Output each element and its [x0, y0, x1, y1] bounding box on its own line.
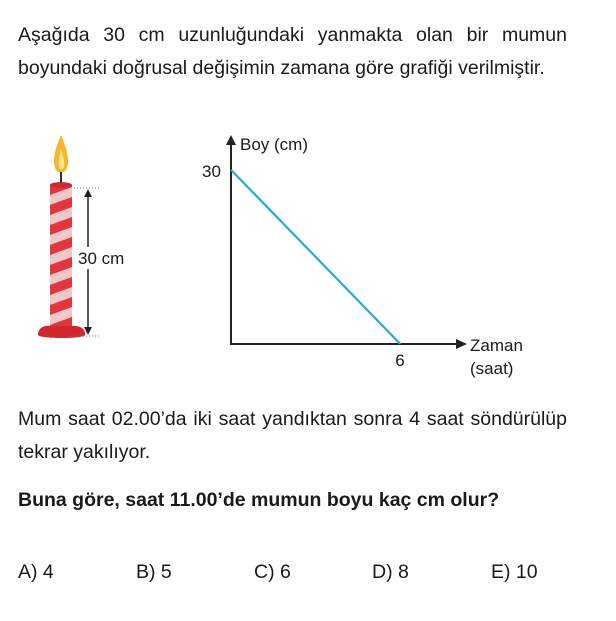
y-axis-label: Boy (cm)	[240, 135, 308, 154]
candle-length-label: 30 cm	[78, 249, 125, 268]
option-c[interactable]: C) 6	[254, 561, 291, 583]
line-chart	[202, 135, 523, 378]
info-text: Mum saat 02.00’da iki saat yandıktan sonra 4 saat söndürülüp tekrar yakılıyor.	[18, 408, 567, 463]
x-axis-unit: (saat)	[470, 359, 514, 378]
x-axis-arrow	[456, 339, 467, 349]
figure	[0, 125, 616, 395]
x-axis-label: Zaman	[470, 336, 523, 355]
intro-text: Aşağıda 30 cm uzunluğundaki yanmakta olan bir mumun boyundaki doğrusal değişimin zamana göre grafiği verilmiştir.	[18, 24, 567, 79]
option-d[interactable]: D) 8	[372, 561, 409, 583]
option-b[interactable]: B) 5	[136, 561, 172, 583]
wax-base	[38, 326, 85, 338]
option-a[interactable]: A) 4	[18, 561, 54, 583]
candle-illustration	[38, 135, 134, 338]
y-tick-label: 30	[202, 161, 221, 181]
series-line	[231, 170, 400, 344]
y-axis-arrow	[226, 135, 236, 145]
x-tick-label: 6	[395, 351, 405, 370]
question-text: Buna göre, saat 11.00’de mumun boyu kaç cm olur?	[18, 489, 500, 511]
option-e[interactable]: E) 10	[491, 561, 538, 583]
